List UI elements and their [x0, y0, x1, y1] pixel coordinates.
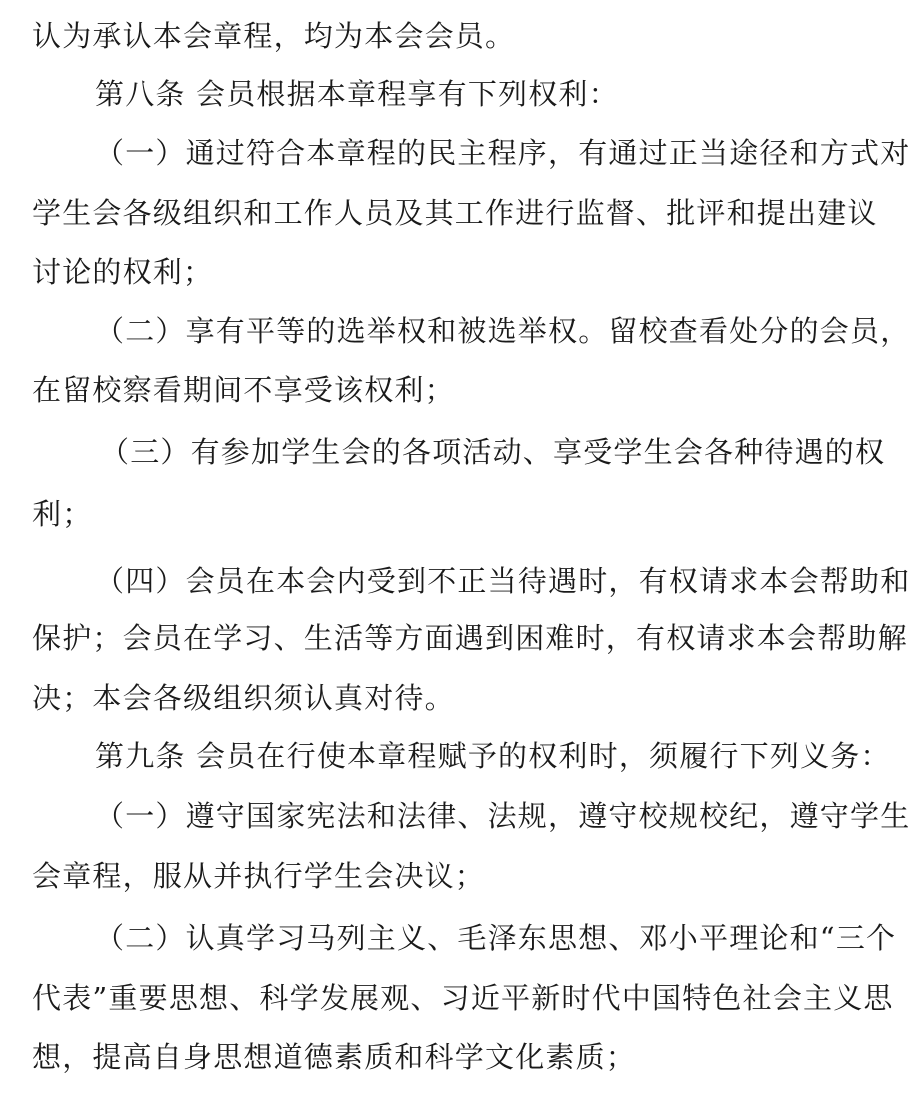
article-8-item-4-cont: 决；本会各级组织须认真对待。	[32, 681, 455, 715]
article-9-item-2-cont: 想，提高自身思想道德素质和科学文化素质；	[32, 1040, 637, 1074]
article-9-item-1-cont: 会章程，服从并执行学生会决议；	[32, 859, 486, 893]
article-8-item-1-cont: 讨论的权利；	[32, 255, 214, 289]
article-8-item-2-cont: 在留校察看期间不享受该权利；	[32, 373, 455, 407]
article-8-item-3-cont: 利；	[32, 497, 93, 531]
article-8-item-1-cont: 学生会各级组织和工作人员及其工作进行监督、批评和提出建议	[32, 196, 878, 230]
article-9-item-2-cont: 代表”重要思想、科学发展观、习近平新时代中国特色社会主义思	[32, 981, 894, 1015]
article-8-item-4: （四）会员在本会内受到不正当待遇时，有权请求本会帮助和	[95, 564, 911, 598]
article-8-item-4-cont: 保护；会员在学习、生活等方面遇到困难时，有权请求本会帮助解	[32, 621, 908, 655]
article-9-item-2: （二）认真学习马列主义、毛泽东思想、邓小平理论和“三个	[95, 921, 897, 955]
article-8-heading: 第八条 会员根据本章程享有下列权利：	[95, 77, 619, 111]
article-8-item-3: （三）有参加学生会的各项活动、享受学生会各种待遇的权	[100, 435, 886, 469]
text-line-continuation: 认为承认本会章程，均为本会会员。	[32, 19, 516, 53]
article-8-item-1: （一）通过符合本章程的民主程序，有通过正当途径和方式对	[95, 136, 911, 170]
article-9-heading: 第九条 会员在行使本章程赋予的权利时，须履行下列义务：	[95, 739, 891, 773]
article-9-item-1: （一）遵守国家宪法和法律、法规，遵守校规校纪，遵守学生	[95, 799, 911, 833]
article-8-item-2: （二）享有平等的选举权和被选举权。留校查看处分的会员，	[95, 314, 911, 348]
